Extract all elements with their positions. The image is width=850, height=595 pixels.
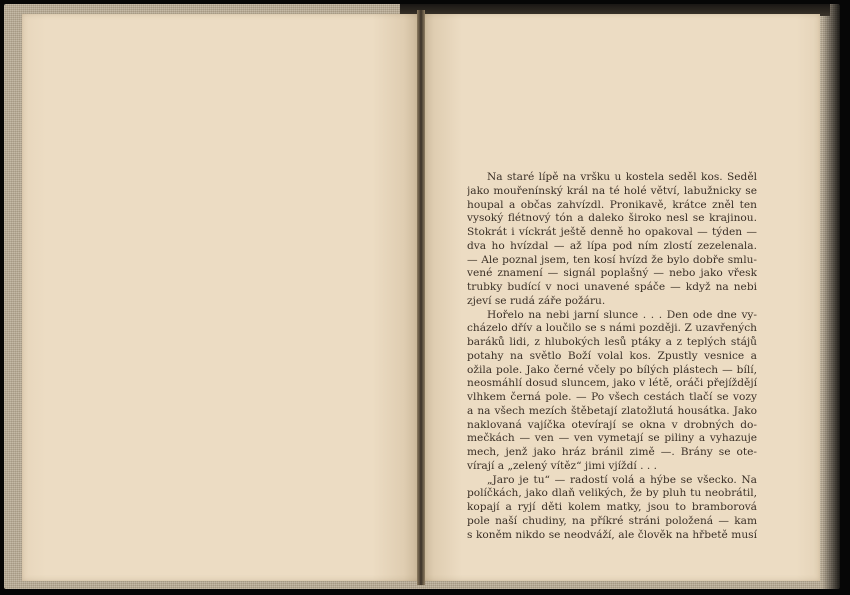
- text-line: kopají a ryjí děti kolem matky, jsou to bramborová: [467, 501, 757, 513]
- text-line: Stokrát i víckrát ještě denně ho opakoval — týden —: [467, 226, 757, 238]
- text-line: vlhkem černá pole. — Po všech cestách tlačí se vozy: [467, 391, 757, 403]
- text-line: dva ho hvízdal — až lípa pod ním zlostí zezelenala.: [467, 239, 757, 252]
- text-line: vené znamení — signál poplašný — nebo jako vřesk: [467, 267, 757, 280]
- text-line: naklovaná vajíčka otevírají se okna v drobných do-: [467, 418, 757, 431]
- text-line: mech, jenž jako hráz bránil zimě —. Brány se ote-: [467, 446, 757, 458]
- book-gutter: [417, 10, 425, 585]
- text-line: trubky budící v noci unavené spáče — když na nebi: [467, 281, 757, 293]
- cover-shadow: [822, 4, 840, 589]
- text-line: Na staré lípě na vršku u kostela seděl kos. Seděl: [487, 171, 757, 183]
- text-line: ožila pole. Jako černé včely po bílých plástech — bílí,: [467, 363, 757, 376]
- right-page-text: [467, 171, 757, 542]
- text-line: jako mouřenínský král na té holé větví, labužnicky se: [467, 184, 757, 197]
- text-line: mečkách — ven — ven vymetají se piliny a vyhazuje: [467, 432, 757, 445]
- text-line: — Ale poznal jsem, ten kosí hvízd že bylo dobře smlu-: [467, 253, 757, 266]
- text-line: vírají a „zelený vítěz“ jimi vjíždí . . .: [467, 459, 657, 472]
- text-line: cházelo dřív a loučilo se s námi později. Z uzavřených: [467, 322, 757, 335]
- text-line: a na všech mezích štěbetají zlatožlutá housátka. Jako: [467, 404, 757, 417]
- left-page: [22, 14, 420, 581]
- text-line: Hořelo na nebi jarní slunce . . . Den ode dne vy-: [487, 308, 757, 321]
- text-line: potahy na světlo Boží volal kos. Zpustly vesnice a: [467, 349, 757, 362]
- text-line: zjeví se rudá záře požáru.: [467, 294, 606, 307]
- text-line: vysoký flétnový tón a daleko široko nesl se krajinou.: [467, 212, 757, 225]
- text-line: pole naší chudiny, na příkré stráni položená — kam: [467, 514, 757, 527]
- text-line: „Jaro je tu“ — radostí volá a hýbe se všecko. Na: [487, 473, 757, 486]
- text-line: políčkách, jako dlaň velikých, že by pluh tu neobrátil,: [467, 487, 757, 500]
- text-line: baráků lidi, z hlubokých lesů ptáky a z teplých stájů: [467, 336, 757, 348]
- text-line: houpal a občas zahvízdl. Pronikavě, krátce zněl ten: [467, 198, 757, 211]
- text-line: neosmáhlí dosud sluncem, jako v létě, oráči přejíždějí: [467, 377, 757, 390]
- text-line: s koněm nikdo se neodváží, ale člověk na hřbetě musí: [467, 528, 757, 541]
